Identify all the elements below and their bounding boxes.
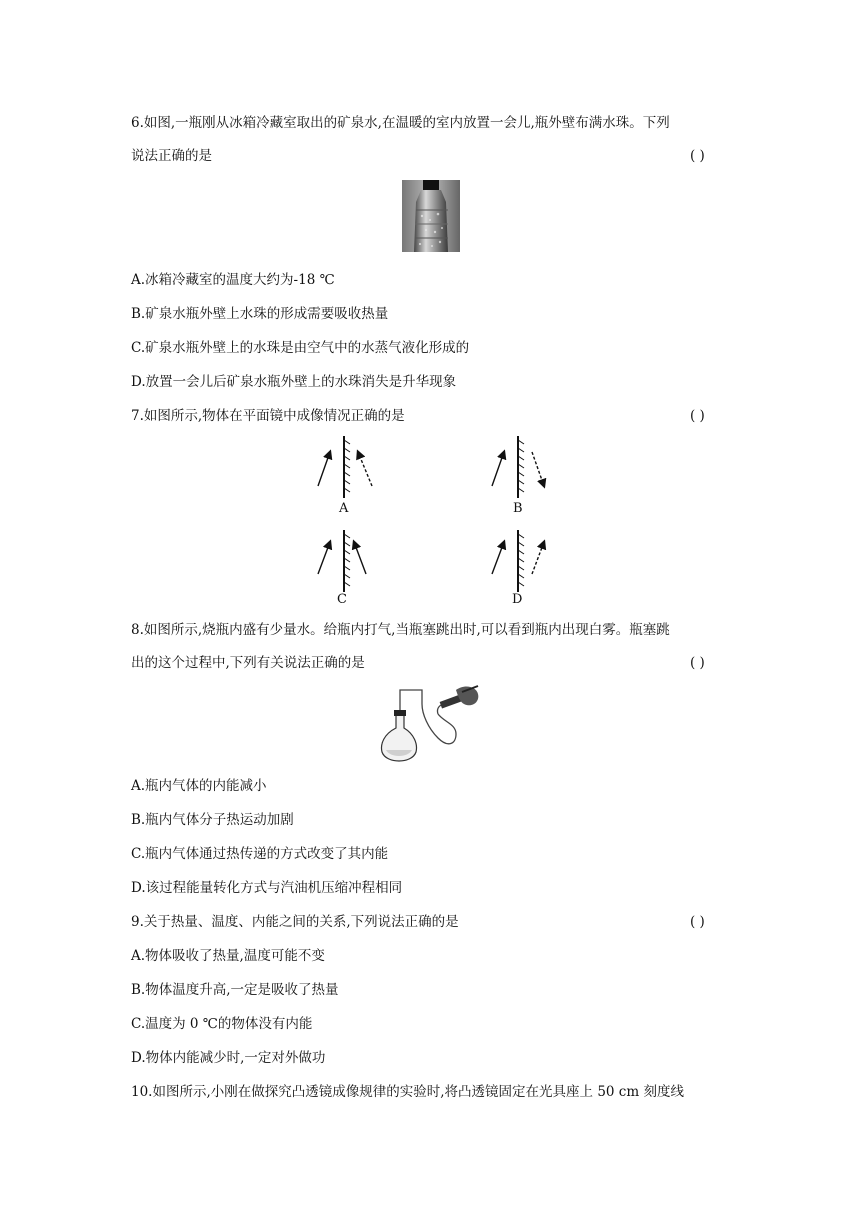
q9-option-a: A.物体吸收了热量,温度可能不变 <box>131 948 325 964</box>
q8-stem-line1: 8.如图所示,烧瓶内盛有少量水。给瓶内打气,当瓶塞跳出时,可以看到瓶内出现白雾。瓶塞跳 <box>131 622 670 638</box>
q7-label-a: A <box>339 501 349 516</box>
plane-mirror-figure <box>300 430 560 610</box>
q8-option-c: C.瓶内气体通过热传递的方式改变了其内能 <box>131 846 389 862</box>
q8-option-b: B.瓶内气体分子热运动加剧 <box>131 812 294 828</box>
q6-option-c: C.矿泉水瓶外壁上的水珠是由空气中的水蒸气液化形成的 <box>131 340 470 356</box>
q8-option-d: D.该过程能量转化方式与汽油机压缩冲程相同 <box>131 880 403 896</box>
q9-option-b: B.物体温度升高,一定是吸收了热量 <box>131 982 339 998</box>
q6-stem-line1: 6.如图,一瓶刚从冰箱冷藏室取出的矿泉水,在温暖的室内放置一会儿,瓶外壁布满水珠。下列 <box>131 115 670 131</box>
q9-stem: 9.关于热量、温度、内能之间的关系,下列说法正确的是 <box>131 914 459 930</box>
q9-answer-paren: ( ) <box>690 914 705 930</box>
q7-label-d: D <box>512 592 523 607</box>
q6-option-b: B.矿泉水瓶外壁上水珠的形成需要吸收热量 <box>131 306 389 322</box>
q7-label-c: C <box>337 592 347 607</box>
q7-answer-paren: ( ) <box>690 408 705 424</box>
q8-stem-line2: 出的这个过程中,下列有关说法正确的是 <box>131 655 365 671</box>
option-d-diagram <box>492 530 544 592</box>
option-a-diagram <box>318 436 372 498</box>
q9-option-c: C.温度为 0 ℃的物体没有内能 <box>131 1016 313 1032</box>
q6-stem-line2: 说法正确的是 <box>131 148 212 164</box>
q6-option-a: A.冰箱冷藏室的温度大约为-18 ℃ <box>131 272 335 288</box>
q8-option-a: A.瓶内气体的内能减小 <box>131 778 267 794</box>
water-bottle-photo <box>402 180 460 252</box>
q7-stem: 7.如图所示,物体在平面镜中成像情况正确的是 <box>131 408 405 424</box>
q7-label-b: B <box>513 501 523 516</box>
option-c-diagram <box>318 530 366 592</box>
q6-option-d: D.放置一会儿后矿泉水瓶外壁上的水珠消失是升华现象 <box>131 374 457 390</box>
q8-answer-paren: ( ) <box>690 655 705 671</box>
q6-answer-paren: ( ) <box>690 148 705 164</box>
q9-option-d: D.物体内能减少时,一定对外做功 <box>131 1050 326 1066</box>
option-b-diagram <box>492 436 544 498</box>
flask-pump-figure <box>378 684 482 766</box>
q10-stem-line1: 10.如图所示,小刚在做探究凸透镜成像规律的实验时,将凸透镜固定在光具座上 50 cm 刻度线 <box>131 1084 684 1100</box>
